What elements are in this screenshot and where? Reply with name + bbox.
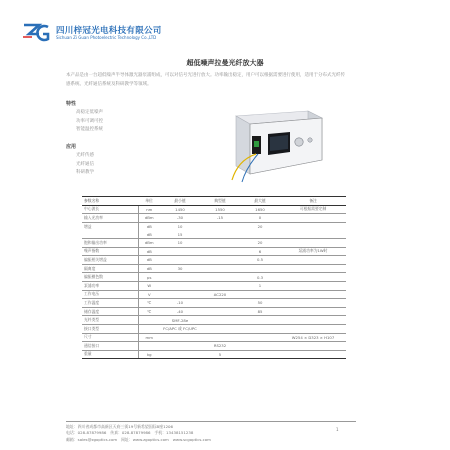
table-cell: W xyxy=(138,281,160,290)
table-cell xyxy=(200,256,240,265)
table-cell xyxy=(200,238,240,247)
col-header-min: 最小值 xyxy=(160,197,200,206)
table-cell: 增益 xyxy=(82,222,138,230)
table-cell xyxy=(200,299,240,308)
table-cell: dB xyxy=(138,230,160,238)
table-cell: 20 xyxy=(240,238,280,247)
table-cell: 工作电压 xyxy=(82,290,138,299)
table-cell xyxy=(200,281,240,290)
table-cell xyxy=(280,299,346,308)
table-cell: dB xyxy=(138,264,160,273)
table-cell xyxy=(280,290,346,299)
table-cell: 10 xyxy=(160,238,200,247)
table-cell: 1550 xyxy=(215,206,225,212)
table-cell: 偏振相关增益 xyxy=(82,256,138,265)
list-item: 智能温控系统 xyxy=(76,127,103,132)
table-header-row xyxy=(82,197,346,206)
table-cell xyxy=(240,333,280,342)
table-cell xyxy=(160,342,200,351)
table-cell xyxy=(200,307,240,316)
table-cell xyxy=(280,324,346,333)
table-cell: 30 xyxy=(160,264,200,273)
table-cell: 5 xyxy=(200,350,240,359)
table-cell: -40 xyxy=(160,307,200,316)
table-row xyxy=(82,264,346,273)
intro-paragraph: 本产品是由一台超低噪声半导体激光器泵浦组成，可以对信号光进行放大。功率输出稳定，用户可以根据需要进行使用，适用于分布式光纤传感系统、光纤通信系统及科研教学等领域。 xyxy=(66,73,345,87)
table-cell xyxy=(160,290,200,299)
table-cell xyxy=(200,222,240,230)
col-header-unit: 单位 xyxy=(138,197,160,206)
table-row xyxy=(82,299,346,308)
table-cell: 光纤类型 xyxy=(82,316,138,325)
table-cell xyxy=(280,256,346,265)
table-cell xyxy=(240,290,280,299)
table-cell xyxy=(160,247,200,256)
table-row xyxy=(82,273,346,282)
table-cell: 饱和输出功率 xyxy=(82,238,138,247)
table-row xyxy=(82,316,346,325)
col-header-max: 最大值 xyxy=(240,197,280,206)
table-cell: 6 xyxy=(240,247,280,256)
table-cell: 1450 xyxy=(175,206,185,212)
table-cell: -10 xyxy=(160,299,200,308)
features-heading: 特性 xyxy=(66,101,77,107)
table-cell xyxy=(200,264,240,273)
table-cell xyxy=(280,307,346,316)
footer-phone: 电话：028-87879986 传真：028-87879986 手机：13438151238 xyxy=(66,430,194,436)
col-header-param: 参数名称 xyxy=(82,197,138,206)
table-cell: 接口类型 xyxy=(82,324,138,333)
applications-heading: 应用 xyxy=(66,144,77,150)
table-cell: 尺寸 xyxy=(82,333,138,342)
table-cell: V xyxy=(138,290,160,299)
table-cell: 1650 xyxy=(255,206,265,212)
table-row xyxy=(82,342,346,351)
company-name-cn: 四川梓冠光电科技有限公司 xyxy=(56,26,162,36)
table-row xyxy=(82,222,346,230)
table-cell: dB xyxy=(138,256,160,265)
table-cell: kg xyxy=(138,350,160,359)
page-number: 1 xyxy=(336,427,339,432)
table-row xyxy=(82,290,346,299)
table-cell xyxy=(200,316,240,325)
table-cell xyxy=(280,350,346,359)
table-cell xyxy=(280,342,346,351)
table-cell xyxy=(280,214,346,223)
table-cell xyxy=(160,333,200,342)
table-row xyxy=(82,238,346,247)
table-cell: -15 xyxy=(200,214,240,223)
table-cell: 中心波长 xyxy=(84,206,100,212)
table-cell xyxy=(240,342,280,351)
table-cell xyxy=(200,273,240,282)
table-cell: 通信接口 xyxy=(82,342,138,351)
table-row xyxy=(82,324,346,333)
document-title: 超低噪声拉曼光纤放大器 xyxy=(186,59,264,67)
table-row xyxy=(82,350,346,359)
table-cell: FC/APC 或 FC/UPC xyxy=(160,324,200,333)
company-name-en: Sichuan Zi Guan Photoelectric Technology Co.,LTD xyxy=(56,35,157,40)
table-cell xyxy=(138,342,160,351)
table-cell: SMF-28e xyxy=(160,316,200,325)
table-row xyxy=(82,214,346,223)
list-item: 光纤通信 xyxy=(76,161,94,167)
table-cell: 输入光功率 xyxy=(82,214,138,223)
table-cell xyxy=(82,230,138,238)
table-cell: 隔离度 xyxy=(82,264,138,273)
list-item: 功率可调可控 xyxy=(76,118,103,124)
table-cell: dBm xyxy=(138,214,160,223)
table-cell: 85 xyxy=(240,307,280,316)
footer-address: 地址：四川省成都市高新区天府三街19号新希望国际B座1206 xyxy=(66,424,174,429)
company-logo-icon xyxy=(22,22,52,44)
table-row xyxy=(82,247,346,256)
applications-list xyxy=(76,152,94,178)
table-cell: dBm xyxy=(138,238,160,247)
table-cell xyxy=(280,230,346,238)
table-cell: -30 xyxy=(160,214,200,223)
table-cell: 工作温度 xyxy=(82,299,138,308)
table-cell: 15 xyxy=(177,231,183,237)
table-row xyxy=(82,307,346,316)
table-cell xyxy=(240,350,280,359)
table-cell xyxy=(240,230,280,238)
table-cell xyxy=(160,256,200,265)
table-cell xyxy=(160,273,200,282)
table-cell: 10 xyxy=(160,222,200,230)
table-cell: 可根据需要定制 xyxy=(299,206,327,212)
table-row xyxy=(82,333,346,342)
table-cell: mm xyxy=(138,333,160,342)
table-cell xyxy=(160,281,200,290)
table-cell: RS232 xyxy=(200,342,240,351)
footer-contact xyxy=(66,421,356,443)
table-cell xyxy=(200,333,240,342)
table-cell xyxy=(280,222,346,230)
table-cell: W254 × D323 × H107 xyxy=(280,333,346,342)
table-cell xyxy=(280,281,346,290)
table-row xyxy=(82,256,346,265)
table-cell xyxy=(138,316,160,325)
footer-web: 邮箱：sales@zgoptics.com 网址：www.zgoptics.com www.scgoptics.com xyxy=(66,436,211,442)
table-cell: 重量 xyxy=(82,350,138,359)
table-cell xyxy=(200,324,240,333)
table-cell xyxy=(160,350,200,359)
table-cell: ℃ xyxy=(138,307,160,316)
table-cell: 20 xyxy=(240,222,280,230)
table-cell: 偏振模色散 xyxy=(82,273,138,282)
table-cell: nm xyxy=(138,205,160,214)
col-header-typ: 典型值 xyxy=(200,197,240,206)
table-cell: 噪声指数 xyxy=(82,247,138,256)
spec-table xyxy=(82,196,346,359)
table-cell: ℃ xyxy=(138,299,160,308)
table-cell: dB xyxy=(138,247,160,256)
table-cell xyxy=(280,316,346,325)
table-cell xyxy=(280,264,346,273)
table-cell xyxy=(240,264,280,273)
table-cell: 泵浦功率为1W时 xyxy=(280,247,346,256)
table-cell: 0.3 xyxy=(240,273,280,282)
table-row xyxy=(82,281,346,290)
table-row xyxy=(82,205,346,214)
list-item: 科研教学 xyxy=(76,170,94,175)
list-item: 高稳定低噪声 xyxy=(76,110,103,115)
table-cell xyxy=(240,324,280,333)
table-cell: 0.5 xyxy=(240,256,280,265)
table-cell xyxy=(280,238,346,247)
features-list xyxy=(76,109,103,135)
table-row xyxy=(82,230,346,238)
table-cell xyxy=(200,247,240,256)
table-cell: ps xyxy=(138,273,160,282)
table-cell xyxy=(138,324,160,333)
table-cell: 1 xyxy=(240,281,280,290)
header xyxy=(22,22,282,44)
table-cell xyxy=(280,273,346,282)
col-header-note: 备注 xyxy=(280,197,346,206)
table-cell: 储存温度 xyxy=(82,307,138,316)
table-cell: dB xyxy=(138,222,160,230)
table-cell xyxy=(240,316,280,325)
table-cell: 泵浦功率 xyxy=(82,281,138,290)
list-item: 光纤传感 xyxy=(76,153,94,158)
table-cell: 0 xyxy=(240,214,280,223)
amplifier-device-image xyxy=(222,108,324,183)
table-cell xyxy=(200,230,240,238)
table-cell: 50 xyxy=(240,299,280,308)
table-cell: AC220 xyxy=(200,290,240,299)
